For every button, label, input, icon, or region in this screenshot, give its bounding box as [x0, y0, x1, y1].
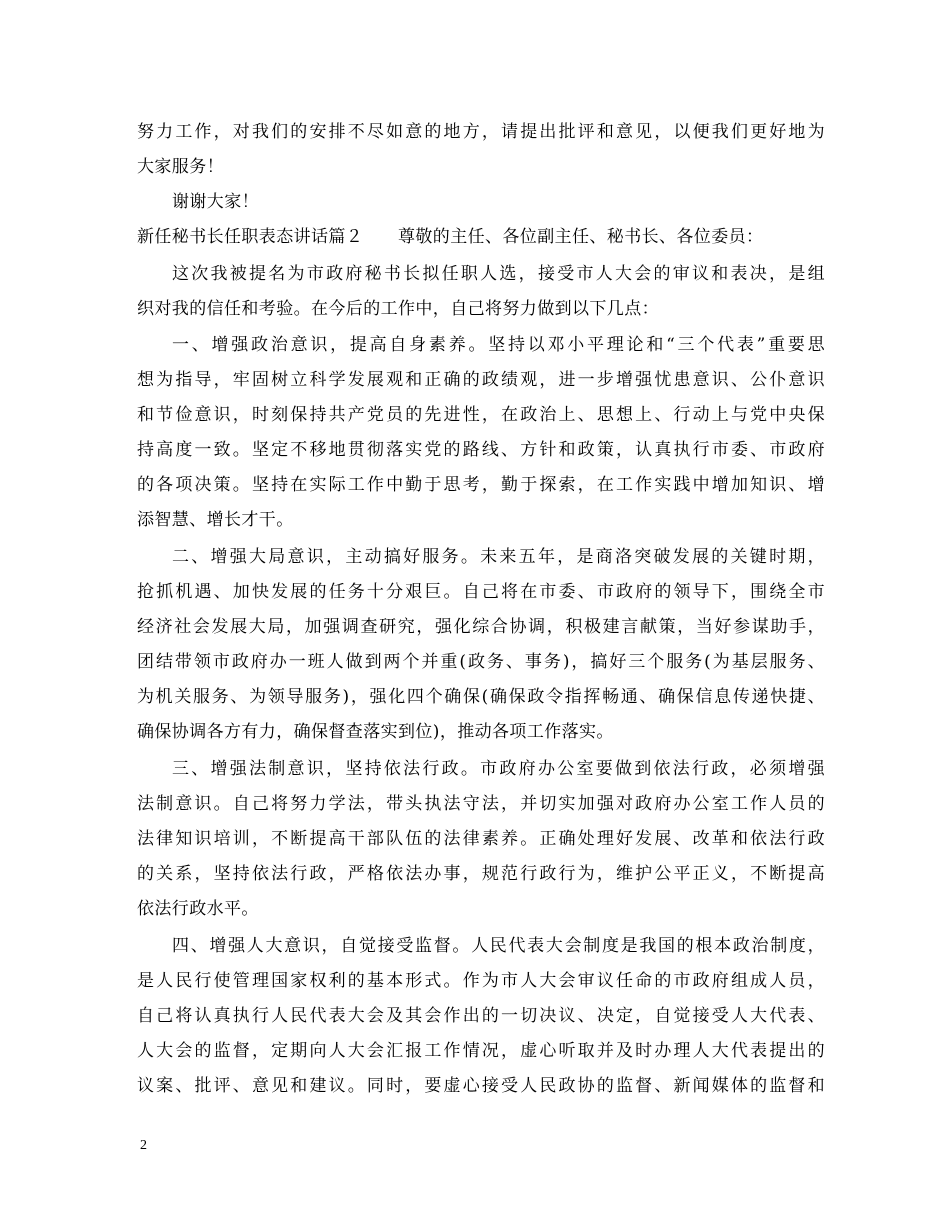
section-heading-line: 新任秘书长任职表态讲话篇２ 尊敬的主任、各位副主任、秘书长、各位委员： [137, 227, 764, 247]
body-text-line: 经济社会发展大局，加强调查研究，强化综合协调，积极建言献策，当好参谋助手， [137, 617, 825, 637]
body-text-line: 这次我被提名为市政府秘书长拟任职人选，接受市人大会的审议和表决，是组 [172, 264, 825, 284]
body-text-line: 织对我的信任和考验。在今后的工作中，自己将努力做到以下几点： [137, 299, 659, 319]
body-text-line: 努力工作，对我们的安排不尽如意的地方，请提出批评和意见，以便我们更好地为 [137, 122, 825, 142]
body-text-line: 大家服务！ [137, 157, 224, 177]
body-text-line: 和节俭意识，时刻保持共产党员的先进性，在政治上、思想上、行动上与党中央保 [137, 405, 825, 425]
body-text-line: 的各项决策。坚持在实际工作中勤于思考，勤于探索，在工作实践中增加知识、增 [137, 475, 825, 495]
body-text-line: 议案、批评、意见和建议。同时，要虚心接受人民政协的监督、新闻媒体的监督和 [137, 1076, 825, 1096]
body-text-line: 自己将认真执行人民代表大会及其会作出的一切决议、决定，自觉接受人大代表、 [137, 1006, 825, 1026]
body-text-line: 为机关服务、为领导服务)，强化四个确保(确保政令指挥畅通、确保信息传递快捷、 [137, 687, 825, 707]
page-number: 2 [140, 1138, 147, 1153]
body-text-line: 的关系，坚持依法行政，严格依法办事，规范行政行为，维护公平正义，不断提高 [137, 864, 825, 884]
body-text-line: 二、增强大局意识，主动搞好服务。未来五年，是商洛突破发展的关键时期， [172, 547, 825, 567]
body-text-line: 人大会的监督，定期向人大会汇报工作情况，虚心听取并及时办理人大代表提出的 [137, 1041, 825, 1061]
body-text-line: 是人民行使管理国家权利的基本形式。作为市人大会审议任命的市政府组成人员， [137, 971, 825, 991]
body-text-line: 团结带领市政府办一班人做到两个并重(政务、事务)，搞好三个服务(为基层服务、 [137, 652, 825, 672]
body-text-line: 四、增强人大意识，自觉接受监督。人民代表大会制度是我国的根本政治制度， [172, 936, 825, 956]
body-text-line: 法制意识。自己将努力学法，带头执法守法，并切实加强对政府办公室工作人员的 [137, 794, 825, 814]
body-text-line: 谢谢大家！ [172, 192, 259, 212]
body-text-line: 想为指导，牢固树立科学发展观和正确的政绩观，进一步增强忧患意识、公仆意识 [137, 370, 825, 390]
body-text-line: 三、增强法制意识，坚持依法行政。市政府办公室要做到依法行政，必须增强 [172, 759, 825, 779]
body-text-line: 抢抓机遇、加快发展的任务十分艰巨。自己将在市委、市政府的领导下，围绕全市 [137, 582, 825, 602]
body-text-line: 持高度一致。坚定不移地贯彻落实党的路线、方针和政策，认真执行市委、市政府 [137, 440, 825, 460]
body-text-line: 法律知识培训，不断提高干部队伍的法律素养。正确处理好发展、改革和依法行政 [137, 829, 825, 849]
body-text-line: 确保协调各方有力，确保督查落实到位)，推动各项工作落实。 [137, 722, 614, 742]
body-text-line: 一、增强政治意识，提高自身素养。坚持以邓小平理论和“三个代表”重要思 [172, 335, 825, 355]
body-text-line: 依法行政水平。 [137, 899, 259, 919]
body-text-line: 添智慧、增长才干。 [137, 510, 294, 530]
